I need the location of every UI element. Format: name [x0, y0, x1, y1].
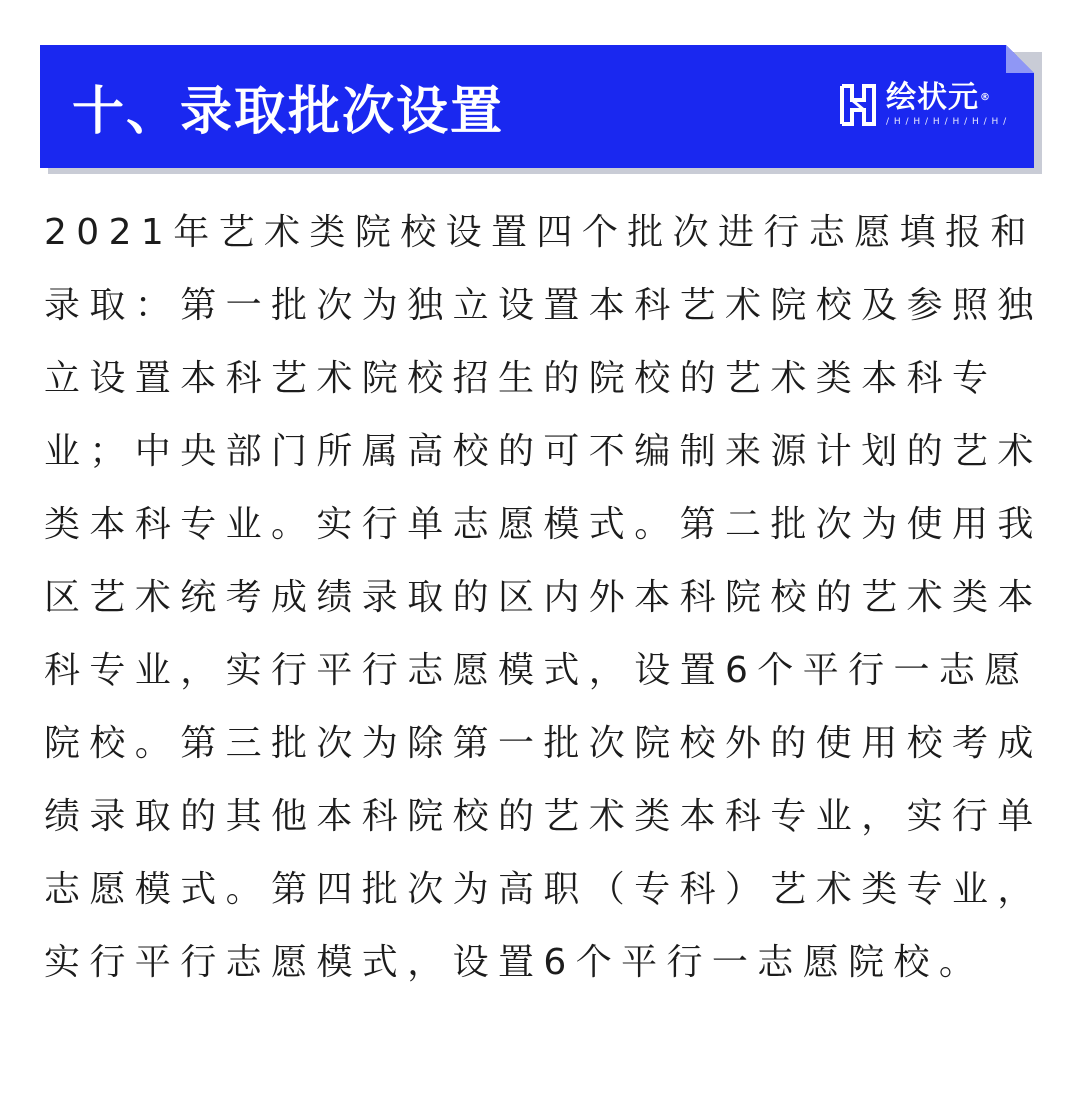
- h-logo-icon: [838, 82, 878, 128]
- logo-name: [886, 82, 1007, 114]
- section-title: 十、录取批次设置: [72, 82, 505, 142]
- registered-mark: ®: [980, 92, 991, 103]
- logo-tagline: / H / H / H / H / H / H /: [886, 117, 1008, 127]
- banner-corner-fold: [1006, 45, 1034, 73]
- logo-name-text: 绘状元: [886, 80, 979, 115]
- logo-text: [886, 82, 1007, 128]
- body-paragraph: 2021年艺术类院校设置四个批次进行志愿填报和录取：第一批次为独立设置本科艺术院校及参照独立设置本科艺术院校招生的院校的艺术类本科专业；中央部门所属高校的可不编制来源计划的艺术类本科专业。实行单志愿模式。第二批次为使用我区艺术统考成绩录取的区内外本科院校的艺术类本科专业，实行平行志愿模式，设置6个平行一志愿院校。第三批次为除第一批次院校外的使用校考成绩录取的其他本科院校的艺术类本科专业，实行单志愿模式。第四批次为高职（专科）艺术类专业，实行平行志愿模式，设置6个平行一志愿院校。: [44, 212, 1043, 983]
- brand-logo: [838, 82, 1007, 138]
